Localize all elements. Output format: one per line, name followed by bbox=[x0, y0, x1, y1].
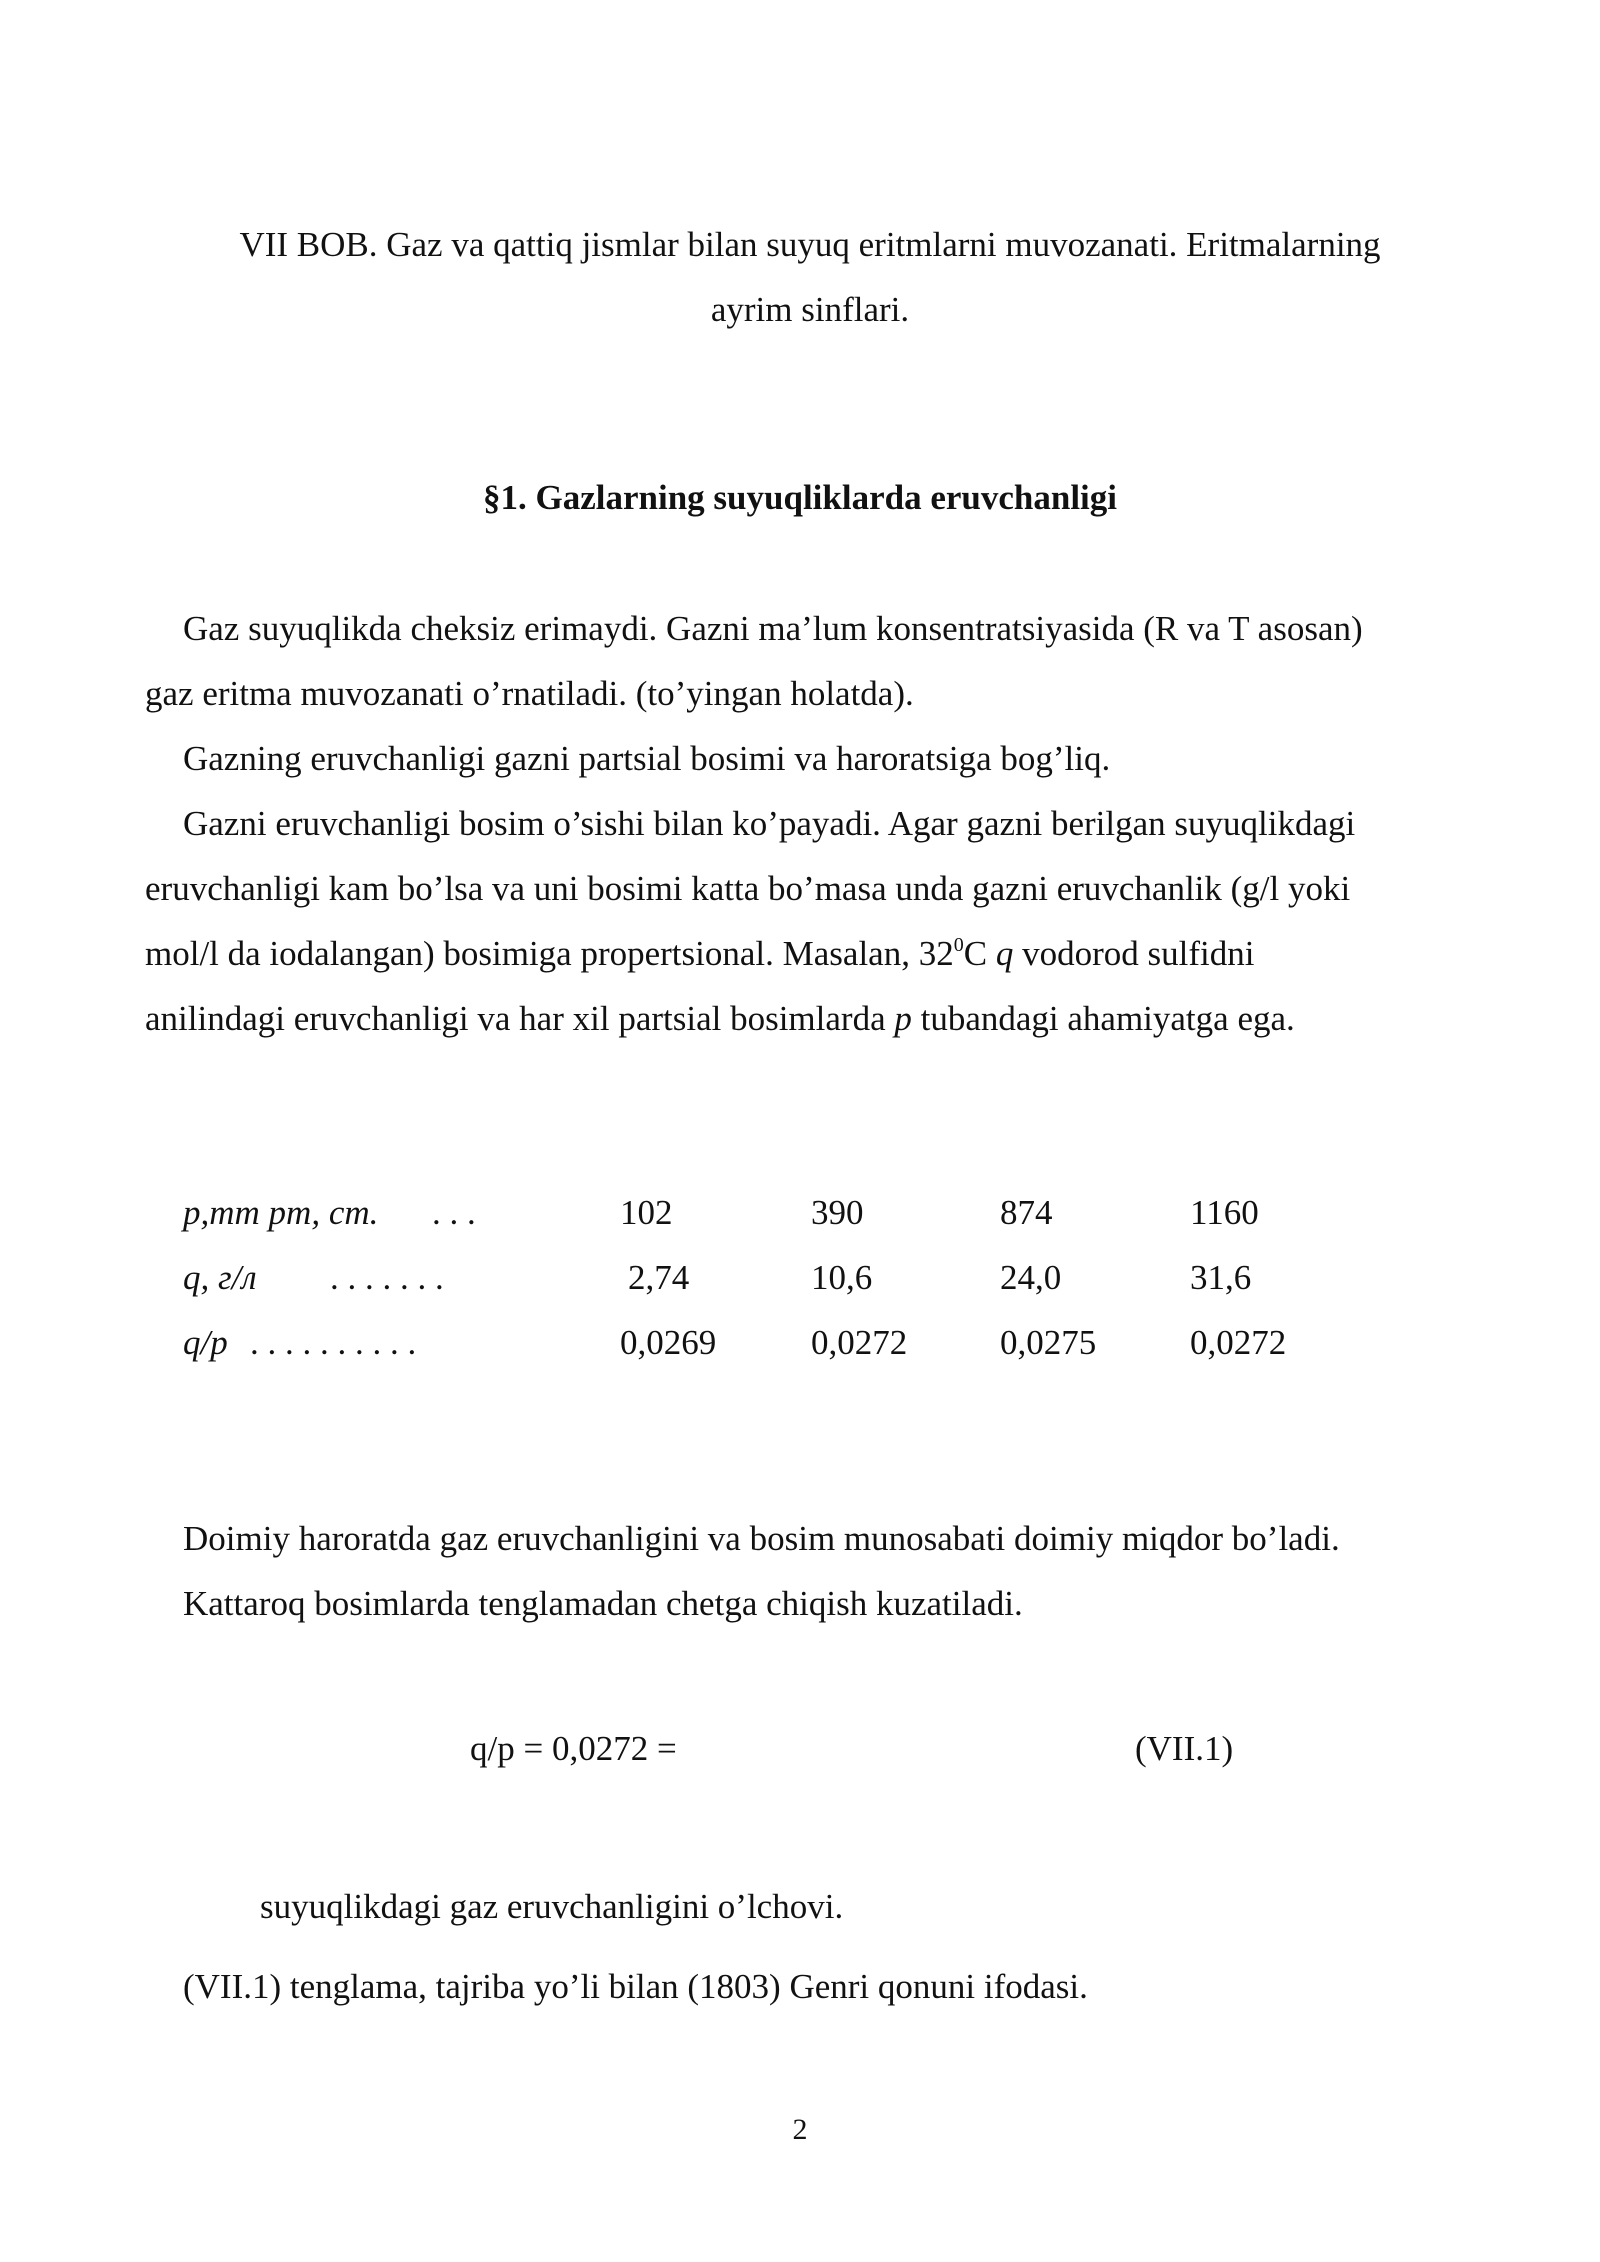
paragraph-line: Gaz suyuqlikda cheksiz erimaydi. Gazni ma’lum konsentratsiyasida (R va T asosan) bbox=[183, 609, 1363, 648]
paragraph-line bbox=[145, 933, 1254, 975]
table-cell: 10,6 bbox=[811, 1258, 873, 1297]
paragraph-line: suyuqlikdagi gaz eruvchanligini o’lchovi. bbox=[260, 1887, 844, 1926]
paragraph-line: eruvchanligi kam bo’lsa va uni bosimi katta bo’masa unda gazni eruvchanlik (g/l yoki bbox=[145, 869, 1351, 908]
equation: q/p = 0,0272 = bbox=[470, 1729, 677, 1768]
table-cell: 102 bbox=[620, 1193, 673, 1232]
table-cell: 0,0269 bbox=[620, 1323, 717, 1362]
variable-p: p bbox=[894, 999, 912, 1038]
text-segment: mol/l da iodalangan) bosimiga propertsional. Masalan, 32 bbox=[145, 934, 954, 973]
paragraph-line: Gazni eruvchanligi bosim o’sishi bilan ko’payadi. Agar gazni berilgan suyuqlikdagi bbox=[183, 804, 1356, 843]
variable-q: q bbox=[995, 934, 1014, 973]
row-dots: . . . . . . . bbox=[330, 1258, 444, 1297]
paragraph-line: Doimiy haroratda gaz eruvchanligini va bosim munosabati doimiy miqdor bo’ladi. bbox=[183, 1519, 1340, 1558]
chapter-title-line1: VII BOB. Gaz va qattiq jismlar bilan suyuq eritmlarni muvozanati. Eritmalarning bbox=[239, 225, 1381, 264]
row-label: q, г/л bbox=[183, 1258, 257, 1297]
table-cell: 31,6 bbox=[1190, 1258, 1252, 1297]
row-label: q/p bbox=[183, 1323, 228, 1362]
row-dots: . . . . . . . . . . bbox=[250, 1323, 417, 1362]
paragraph-line bbox=[145, 998, 1295, 1040]
chapter-title-line2: ayrim sinflari. bbox=[710, 290, 910, 329]
table-cell: 1160 bbox=[1190, 1193, 1259, 1232]
row-label: p,mm pm, cm. bbox=[183, 1193, 379, 1232]
table-cell: 2,74 bbox=[628, 1258, 690, 1297]
superscript: 0 bbox=[953, 934, 964, 956]
table-cell: 0,0272 bbox=[811, 1323, 908, 1362]
table-cell: 0,0272 bbox=[1190, 1323, 1287, 1362]
table-cell: 390 bbox=[811, 1193, 864, 1232]
chapter-title bbox=[140, 212, 1480, 342]
paragraph-line: Gazning eruvchanligi gazni partsial bosimi va haroratsiga bog’liq. bbox=[183, 739, 1111, 778]
text-segment: C bbox=[963, 934, 996, 973]
page-number: 2 bbox=[792, 2113, 808, 2146]
table-cell: 24,0 bbox=[1000, 1258, 1062, 1297]
table-cell: 0,0275 bbox=[1000, 1323, 1097, 1362]
paragraph-line: (VII.1) tenglama, tajriba yo’li bilan (1803) Genri qonuni ifodasi. bbox=[183, 1967, 1088, 2006]
table-cell: 874 bbox=[1000, 1193, 1053, 1232]
text-segment: tubandagi ahamiyatga ega. bbox=[911, 999, 1295, 1038]
row-dots: . . . bbox=[432, 1193, 476, 1232]
equation-number: (VII.1) bbox=[1135, 1729, 1234, 1768]
section-title: §1. Gazlarning suyuqliklarda eruvchanligi bbox=[483, 478, 1117, 517]
text-segment: anilindagi eruvchanligi va har xil partsial bosimlarda bbox=[145, 999, 895, 1038]
paragraph-line: Kattaroq bosimlarda tenglamadan chetga chiqish kuzatiladi. bbox=[183, 1584, 1023, 1623]
paragraph-line: gaz eritma muvozanati o’rnatiladi. (to’yingan holatda). bbox=[145, 674, 914, 713]
text-segment: vodorod sulfidni bbox=[1013, 934, 1255, 973]
